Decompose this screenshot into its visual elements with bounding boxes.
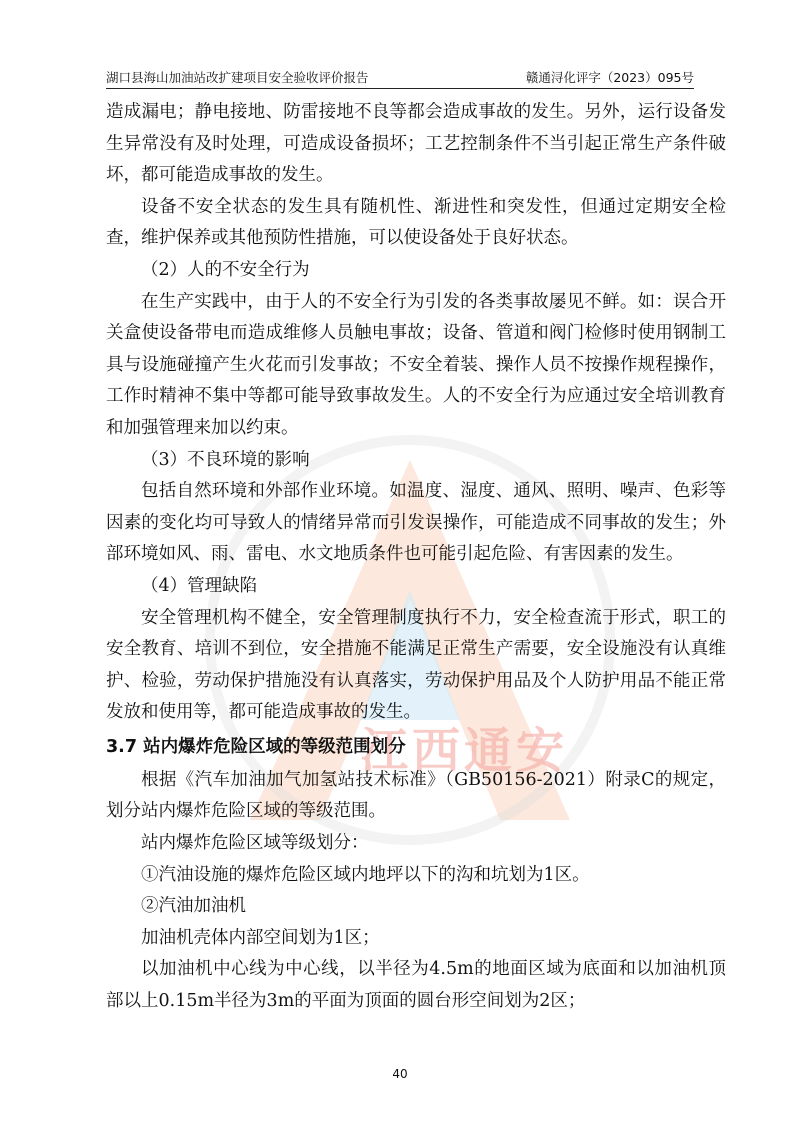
paragraph: 包括自然环境和外部作业环境。如温度、湿度、通风、照明、噪声、色彩等因素的变化均可导致人的情绪异常而引发误操作，可能造成不同事故的发生；外部环境如风、雨、雷电、水文地质条件也可能引起危险、有害因素的发生。 <box>106 481 726 565</box>
list-item: ①汽油设施的爆炸危险区域内地坪以下的沟和坑划为1区。 <box>141 864 590 885</box>
paragraph: 造成漏电；静电接地、防雷接地不良等都会造成事故的发生。另外，运行设备发生异常没有及时处理，可造成设备损坏；工艺控制条件不当引起正常生产条件破坏，都可能造成事故的发生。 <box>106 102 726 186</box>
section-heading: 3.7 站内爆炸危险区域的等级范围划分 <box>106 736 406 757</box>
page-number: 40 <box>392 1067 408 1081</box>
paragraph: 加油机壳体内部空间划为1区； <box>141 927 380 948</box>
page-header <box>106 66 694 88</box>
header-document-number: 赣通浔化评字（2023）095号 <box>525 70 694 85</box>
paragraph: 在生产实践中，由于人的不安全行为引发的各类事故屡见不鲜。如：误合开关盒使设备带电而造成维修人员触电事故；设备、管道和阀门检修时使用钢制工具与设施碰撞产生火花而引发事故；不安全着装、操作人员不按操作规程操作，工作时精神不集中等都可能导致事故发生。人的不安全行为应通过安全培训教育和加强管理来加以约束。 <box>106 291 726 438</box>
subheading: （3）不良环境的影响 <box>141 449 310 470</box>
paragraph: 站内爆炸危险区域等级划分： <box>141 833 369 854</box>
header-divider <box>106 88 694 89</box>
document-body <box>106 97 726 1018</box>
paragraph: 安全管理机构不健全，安全管理制度执行不力，安全检查流于形式，职工的安全教育、培训不到位，安全措施不能满足正常生产需要，安全设施没有认真维护、检验，劳动保护措施没有认真落实，劳动保护用品及个人防护用品不能正常发放和使用等，都可能造成事故的发生。 <box>106 607 726 723</box>
header-report-title: 湖口县海山加油站改扩建项目安全验收评价报告 <box>106 70 369 85</box>
subheading: （2）人的不安全行为 <box>141 259 310 280</box>
watermark-company-name: 江西通安 <box>360 723 569 779</box>
paragraph: 以加油机中心线为中心线，以半径为4.5m的地面区域为底面和以加油机顶部以上0.15m半径为3m的平面为顶面的圆台形空间划为2区； <box>106 959 726 1012</box>
paragraph: 设备不安全状态的发生具有随机性、渐进性和突发性，但通过定期安全检查，维护保养或其他预防性措施，可以使设备处于良好状态。 <box>106 196 726 249</box>
paragraph: 根据《汽车加油加气加氢站技术标准》（GB50156-2021）附录C的规定，划分站内爆炸危险区域的等级范围。 <box>106 769 726 822</box>
subheading: （4）管理缺陷 <box>141 575 258 596</box>
list-item: ②汽油加油机 <box>141 896 246 917</box>
